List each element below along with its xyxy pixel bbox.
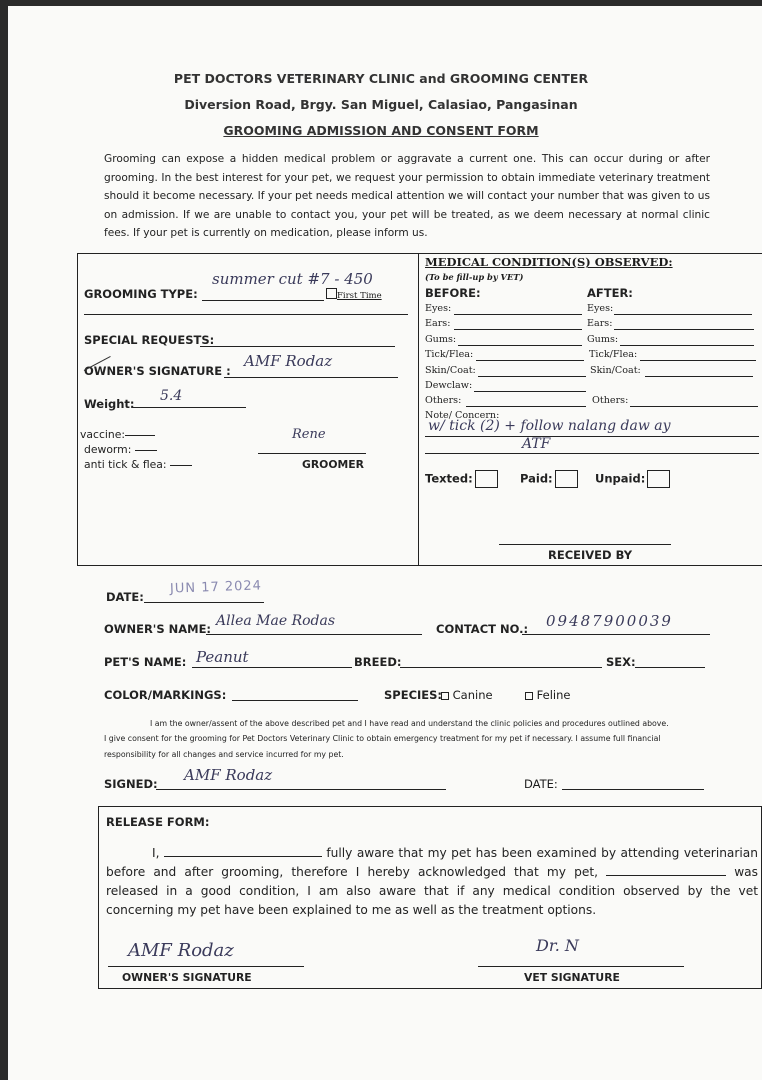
before-others-label: Others: xyxy=(425,395,462,406)
note-line-2[interactable] xyxy=(425,453,759,454)
texted-checkbox[interactable] xyxy=(475,470,498,488)
feline-checkbox[interactable] xyxy=(525,692,533,700)
unpaid-checkbox[interactable] xyxy=(647,470,670,488)
form-title: GROOMING ADMISSION AND CONSENT FORM xyxy=(223,123,539,138)
paid-option xyxy=(520,470,578,488)
unpaid-option xyxy=(595,470,670,488)
before-tick-line[interactable] xyxy=(476,360,584,361)
grooming-type-extra-line xyxy=(84,314,408,315)
first-time-option[interactable] xyxy=(326,288,382,301)
groomer-value: Rene xyxy=(292,427,326,442)
release-text-2: fully aware that my pet has been examined by attending veterinarian before and after grooming, therefore I hereby acknowledged that my pet, xyxy=(106,846,758,879)
after-skin-line[interactable] xyxy=(645,376,753,377)
date-label: DATE: xyxy=(106,590,144,604)
vet-signature-line[interactable] xyxy=(478,966,684,967)
species-label: SPECIES: xyxy=(384,688,443,702)
signed-line[interactable] xyxy=(156,789,446,790)
owner-name-line[interactable] xyxy=(206,634,422,635)
color-line[interactable] xyxy=(232,700,358,701)
after-tick-line[interactable] xyxy=(640,360,756,361)
canine-option[interactable] xyxy=(441,688,493,702)
deworm-line[interactable] xyxy=(135,450,157,451)
date-stamp: JUN 17 2024 xyxy=(169,578,263,597)
before-skin-line[interactable] xyxy=(478,376,586,377)
before-eyes-label: Eyes: xyxy=(425,303,452,314)
pet-name-label: PET'S NAME: xyxy=(104,655,187,669)
before-eyes-line[interactable] xyxy=(454,314,582,315)
received-by-label: RECEIVED BY xyxy=(548,548,633,562)
groomer-line[interactable] xyxy=(258,453,366,454)
release-owner-blank[interactable] xyxy=(164,844,322,857)
before-ears-label: Ears: xyxy=(425,318,451,329)
release-owner-signature-value: AMF Rodaz xyxy=(128,940,234,961)
before-tick-label: Tick/Flea: xyxy=(425,349,474,360)
signed-date-line[interactable] xyxy=(562,789,704,790)
after-others-line[interactable] xyxy=(630,406,758,407)
note-value-2: ATF xyxy=(522,436,551,452)
color-label: COLOR/MARKINGS: xyxy=(104,688,227,702)
deworm-label-text: deworm: xyxy=(84,443,132,456)
sex-label: SEX: xyxy=(606,655,636,669)
signed-label: SIGNED: xyxy=(104,777,158,791)
feline-option[interactable] xyxy=(525,688,570,702)
after-eyes-label: Eyes: xyxy=(587,303,614,314)
owner-signature-label: OWNER'S SIGNATURE : xyxy=(84,364,231,378)
before-gums-line[interactable] xyxy=(458,345,582,346)
grooming-type-value[interactable]: summer cut #7 - 450 xyxy=(212,270,373,288)
note-line-1[interactable] xyxy=(425,436,759,437)
release-title: RELEASE FORM: xyxy=(106,815,210,829)
pet-name-value: Peanut xyxy=(196,648,249,666)
date-line[interactable] xyxy=(144,602,264,603)
release-pet-blank[interactable] xyxy=(606,863,726,876)
antitick-line[interactable] xyxy=(170,465,192,466)
texted-option xyxy=(425,470,498,488)
vaccine-label-text: vaccine: xyxy=(80,428,126,441)
vaccine-line[interactable] xyxy=(125,435,155,436)
unpaid-label: Unpaid: xyxy=(595,471,646,486)
sex-line[interactable] xyxy=(635,667,705,668)
texted-label: Texted: xyxy=(425,471,473,486)
release-owner-signature-line[interactable] xyxy=(108,966,304,967)
column-divider xyxy=(418,253,419,565)
release-owner-signature-label: OWNER'S SIGNATURE xyxy=(122,971,252,984)
groomer-label: GROOMER xyxy=(302,458,364,471)
breed-line[interactable] xyxy=(400,667,602,668)
after-ears-line[interactable] xyxy=(614,329,754,330)
breed-label: BREED: xyxy=(354,655,402,669)
contact-label: CONTACT NO.: xyxy=(436,622,529,636)
weight-line[interactable] xyxy=(132,407,246,408)
after-gums-label: Gums: xyxy=(587,334,619,345)
signed-value: AMF Rodaz xyxy=(184,766,273,784)
received-by-line[interactable] xyxy=(499,544,671,545)
grooming-type-line xyxy=(202,300,324,301)
release-text-1: I, xyxy=(152,846,160,860)
dewclaw-label: Dewclaw: xyxy=(425,380,473,391)
consent-text-1: I am the owner/assent of the above described pet and I have read and understand the clinic policies and procedures outlined above. xyxy=(150,719,669,728)
before-skin-label: Skin/Coat: xyxy=(425,365,476,376)
special-requests-label: SPECIAL REQUESTS: xyxy=(84,333,215,347)
release-text-3: was released in a good condition, I am also aware that if any medical condition observed by the vet concerning my pet have been explained to me as well as the treatment options. xyxy=(106,865,758,917)
before-label: BEFORE: xyxy=(425,286,481,300)
before-ears-line[interactable] xyxy=(454,329,582,330)
medical-subtitle: (To be fill-up by VET) xyxy=(425,272,524,282)
after-label: AFTER: xyxy=(587,286,633,300)
owner-name-label: OWNER'S NAME: xyxy=(104,622,212,636)
weight-value: 5.4 xyxy=(160,388,183,404)
owner-signature-line[interactable] xyxy=(224,377,398,378)
paid-label: Paid: xyxy=(520,471,553,486)
note-value: w/ tick (2) + follow nalang daw ay xyxy=(428,418,671,434)
before-gums-label: Gums: xyxy=(425,334,457,345)
owner-name-value: Allea Mae Rodas xyxy=(216,613,336,629)
vet-signature-label: VET SIGNATURE xyxy=(524,971,620,984)
first-time-label: First Time xyxy=(337,291,382,301)
antitick-label xyxy=(84,458,192,471)
weight-label: Weight: xyxy=(84,397,135,411)
vet-signature-value: Dr. N xyxy=(536,936,579,955)
note-label: Note/ Concern: xyxy=(425,410,500,421)
special-requests-line[interactable] xyxy=(200,346,395,347)
clinic-address: Diversion Road, Brgy. San Miguel, Calasiao, Pangasinan xyxy=(184,97,578,112)
medical-title: MEDICAL CONDITION(S) OBSERVED: xyxy=(425,255,673,269)
canine-checkbox[interactable] xyxy=(441,692,449,700)
first-time-checkbox[interactable] xyxy=(326,288,337,299)
grooming-type-label: GROOMING TYPE: xyxy=(84,287,198,301)
pet-name-line[interactable] xyxy=(192,667,352,668)
canine-label: Canine xyxy=(452,688,493,702)
antitick-label-text: anti tick & flea: xyxy=(84,458,167,471)
after-tick-label: Tick/Flea: xyxy=(589,349,638,360)
dewclaw-line[interactable] xyxy=(474,391,586,392)
contact-value: 09487900039 xyxy=(546,612,673,630)
contact-line[interactable] xyxy=(522,634,710,635)
clinic-name: PET DOCTORS VETERINARY CLINIC and GROOMING CENTER xyxy=(173,71,589,86)
owner-signature-value: AMF Rodaz xyxy=(244,352,333,370)
consent-text-2: I give consent for the grooming for Pet Doctors Veterinary Clinic to obtain emergency treatment for my pet if necessary. I assume full financial responsibility for all changes and service incurred for my pet. xyxy=(104,734,661,759)
feline-label: Feline xyxy=(536,688,571,702)
release-paragraph xyxy=(106,844,758,920)
before-others-line[interactable] xyxy=(466,406,586,407)
intro-paragraph: Grooming can expose a hidden medical problem or aggravate a current one. This can occur during or after grooming. In the best interest for your pet, we request your permission to obtain immediate veterinary treatment should it become necessary. If your pet needs medical attention we will contact your number that was given to us on admission. If we are unable to contact you, your pet will be treated, as we deem necessary at normal clinic fees. If your pet is currently on medication, please inform us. xyxy=(104,153,711,240)
signed-date-label: DATE: xyxy=(524,777,558,791)
vaccine-label xyxy=(80,428,155,441)
deworm-label xyxy=(84,443,157,456)
after-gums-line[interactable] xyxy=(620,345,754,346)
after-eyes-line[interactable] xyxy=(614,314,752,315)
after-others-label: Others: xyxy=(592,395,629,406)
after-skin-label: Skin/Coat: xyxy=(590,365,641,376)
paid-checkbox[interactable] xyxy=(555,470,578,488)
after-ears-label: Ears: xyxy=(587,318,613,329)
